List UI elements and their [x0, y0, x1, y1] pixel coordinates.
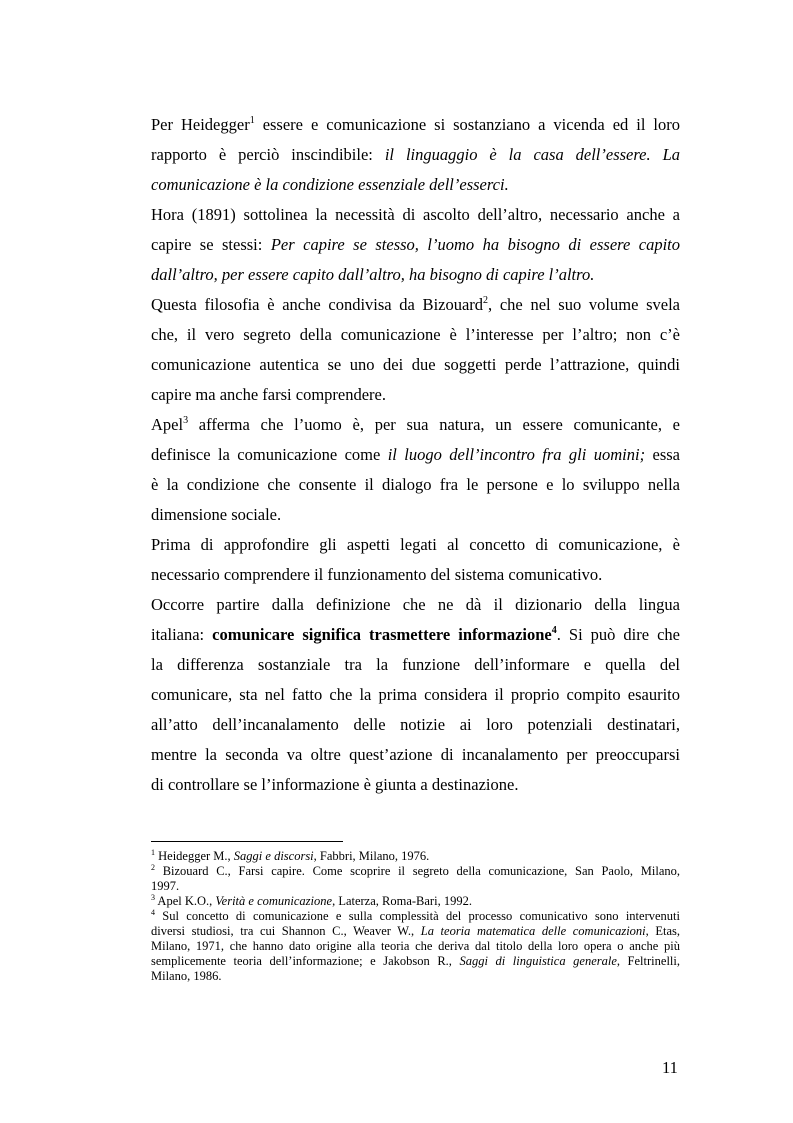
body-line: mentre la seconda va oltre quest’azione di incanalamento per preoccuparsi: [151, 745, 680, 764]
body-line: la differenza sostanziale tra la funzione dell’informare e quella del: [151, 655, 680, 674]
footnote-4: $^4$ Sul concetto di comunicazione e sulla complessità del processo comunicativo sono intervenuti: [151, 908, 680, 923]
body-line: definisce la comunicazione come il luogo dell’incontro fra gli uomini; essa: [151, 445, 680, 464]
footnote-2: $^2$ Bizouard C., Farsi capire. Come scoprire il segreto della comunicazione, San Paolo, Milano,: [151, 863, 680, 878]
body-line: è la condizione che consente il dialogo fra le persone e lo sviluppo nella: [151, 475, 680, 494]
footnote-separator: [151, 841, 343, 842]
footnote-4-cont: semplicemente teoria dell’informazione; e Jakobson R., Saggi di linguistica generale, Feltrinelli,: [151, 954, 680, 968]
body-line: comunicare, sta nel fatto che la prima considera il proprio compito esaurito: [151, 685, 680, 704]
body-line: dimensione sociale.: [151, 505, 282, 524]
body-line: capire se stessi: Per capire se stesso, l’uomo ha bisogno di essere capito: [151, 235, 680, 254]
body-line: necessario comprendere il funzionamento del sistema comunicativo.: [151, 565, 603, 584]
body-line: Prima di approfondire gli aspetti legati al concetto di comunicazione, è: [151, 535, 680, 554]
footnote-4-cont: diversi studiosi, tra cui Shannon C., Weaver W., La teoria matematica delle comunicazioni, Etas,: [151, 924, 681, 938]
body-line: comunicazione autentica se uno dei due soggetti perde l’attrazione, quindi: [151, 355, 680, 374]
footnote-3: $^3$ Apel K.O., Verità e comunicazione, Laterza, Roma-Bari, 1992.: [151, 893, 472, 908]
footnote-2-cont: 1997.: [151, 879, 180, 893]
footnote-4-cont: Milano, 1986.: [151, 969, 222, 983]
body-line: italiana: comunicare significa trasmettere informazione$^4$. Si può dire che: [151, 625, 680, 644]
body-line: comunicazione è la condizione essenziale dell’esserci.: [151, 175, 509, 194]
body-line: Apel$^3$ afferma che l’uomo è, per sua natura, un essere comunicante, e: [151, 415, 680, 434]
body-line: Per Heidegger$^1$ essere e comunicazione si sostanziano a vicenda ed il loro: [151, 115, 680, 134]
body-line: dall’altro, per essere capito dall’altro, ha bisogno di capire l’altro.: [151, 265, 595, 284]
body-line: Questa filosofia è anche condivisa da Bizouard$^2$, che nel suo volume svela: [151, 295, 681, 314]
body-line: Hora (1891) sottolinea la necessità di ascolto dell’altro, necessario anche a: [151, 205, 680, 224]
footnote-1: $^1$ Heidegger M., Saggi e discorsi, Fabbri, Milano, 1976.: [151, 848, 430, 863]
body-line: di controllare se l’informazione è giunta a destinazione.: [151, 775, 519, 794]
body-line: rapporto è perciò inscindibile: il linguaggio è la casa dell’essere. La: [151, 145, 681, 164]
body-line: all’atto dell’incanalamento delle notizie ai loro potenziali destinatari,: [151, 715, 680, 734]
body-line: capire ma anche farsi comprendere.: [151, 385, 386, 404]
page-number: 11: [662, 1058, 678, 1077]
footnote-4-cont: Milano, 1971, che hanno dato origine alla teoria che deriva dal titolo della loro opera o anche più: [151, 939, 680, 953]
body-line: Occorre partire dalla definizione che ne dà il dizionario della lingua: [151, 595, 680, 614]
body-line: che, il vero segreto della comunicazione è l’interesse per l’altro; non c’è: [151, 325, 680, 344]
